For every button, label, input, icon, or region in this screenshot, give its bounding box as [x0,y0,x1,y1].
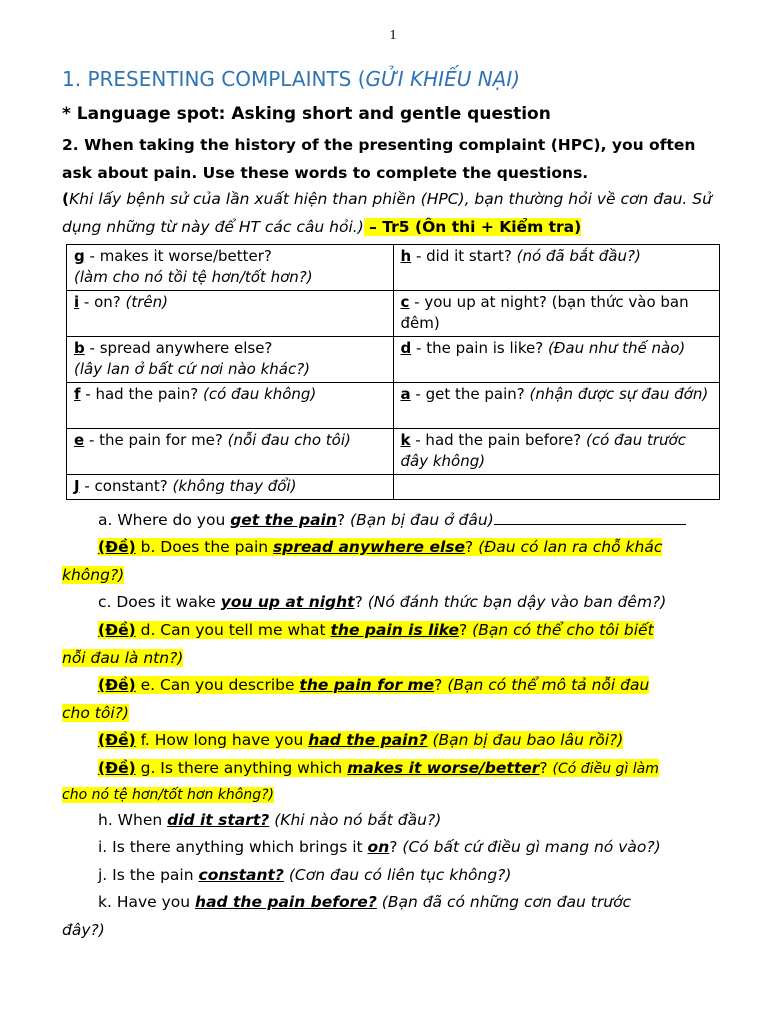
answer-blank [494,512,686,525]
table-row [67,245,720,291]
table-cell: h - did it start? (nó đã bắt đầu?) [393,245,720,291]
table-cell [393,475,720,500]
table-row [67,383,720,429]
question-d-cont: nỗi đau là ntn?) [62,649,184,667]
question-i: i. Is there anything which brings it on? (Có bất cứ điều gì mang nó vào?) [98,838,661,856]
section-title: 1. PRESENTING COMPLAINTS (GỬI KHIẾU NẠI) [62,67,521,91]
question-b-cont: không?) [62,566,125,584]
question-h: h. When did it start? (Khi nào nó bắt đầu?) [98,811,442,829]
question-g-cont: cho nó tệ hơn/tốt hơn không?) [62,787,275,803]
page-number: 1 [389,28,397,43]
question-a: a. Where do you get the pain? (Bạn bị đau ở đâu) [98,510,686,530]
table-cell: k - had the pain before? (có đau trước đây không) [393,429,720,475]
table-cell: i - on? (trên) [67,291,394,337]
question-c: c. Does it wake you up at night? (Nó đánh thức bạn dậy vào ban đêm?) [98,593,667,611]
question-f: (Đề) f. How long have you had the pain? (Bạn bị đau bao lâu rồi?) [98,731,624,749]
table-row [67,337,720,383]
word-table [66,244,720,500]
table-cell: J - constant? (không thay đổi) [67,475,394,500]
question-e-cont: cho tôi?) [62,704,129,722]
instruction-text: 2. When taking the history of the presenting complaint (HPC), you often ask about pain. Use these words to complete the questions. [62,136,696,182]
table-row [67,429,720,475]
language-spot-heading: * Language spot: Asking short and gentle question [62,104,551,124]
table-row [67,475,720,500]
question-b: (Đề) b. Does the pain spread anywhere else? (Đau có lan ra chỗ khác [98,538,663,556]
table-cell: f - had the pain? (có đau không) [67,383,394,429]
exam-tag: – Tr5 (Ôn thi + Kiểm tra) [363,217,582,236]
table-row [67,291,720,337]
question-k-cont: đây?) [62,921,105,939]
table-cell: c - you up at night? (bạn thức vào ban đêm) [393,291,720,337]
table-cell: e - the pain for me? (nỗi đau cho tôi) [67,429,394,475]
question-j: j. Is the pain constant? (Cơn đau có liên tục không?) [98,866,512,884]
question-g: (Đề) g. Is there anything which makes it worse/better? (Có điều gì làm [98,759,659,777]
table-cell: d - the pain is like? (Đau như thế nào) [393,337,720,383]
table-cell: g - makes it worse/better? (làm cho nó tồi tệ hơn/tốt hơn?) [67,245,394,291]
question-d: (Đề) d. Can you tell me what the pain is like? (Bạn có thể cho tôi biết [98,621,654,639]
instruction-translation: (Khi lấy bệnh sử của lần xuất hiện than phiền (HPC), bạn thường hỏi về cơn đau. Sử dụng những từ này để HT các câu hỏi.) – Tr5 (Ôn thi + Kiểm tra) [62,190,712,236]
table-cell: b - spread anywhere else? (lây lan ở bất cứ nơi nào khác?) [67,337,394,383]
question-k: k. Have you had the pain before? (Bạn đã có những cơn đau trước [98,893,632,911]
question-e: (Đề) e. Can you describe the pain for me? (Bạn có thể mô tả nỗi đau [98,676,650,694]
table-cell: a - get the pain? (nhận được sự đau đớn) [393,383,720,429]
